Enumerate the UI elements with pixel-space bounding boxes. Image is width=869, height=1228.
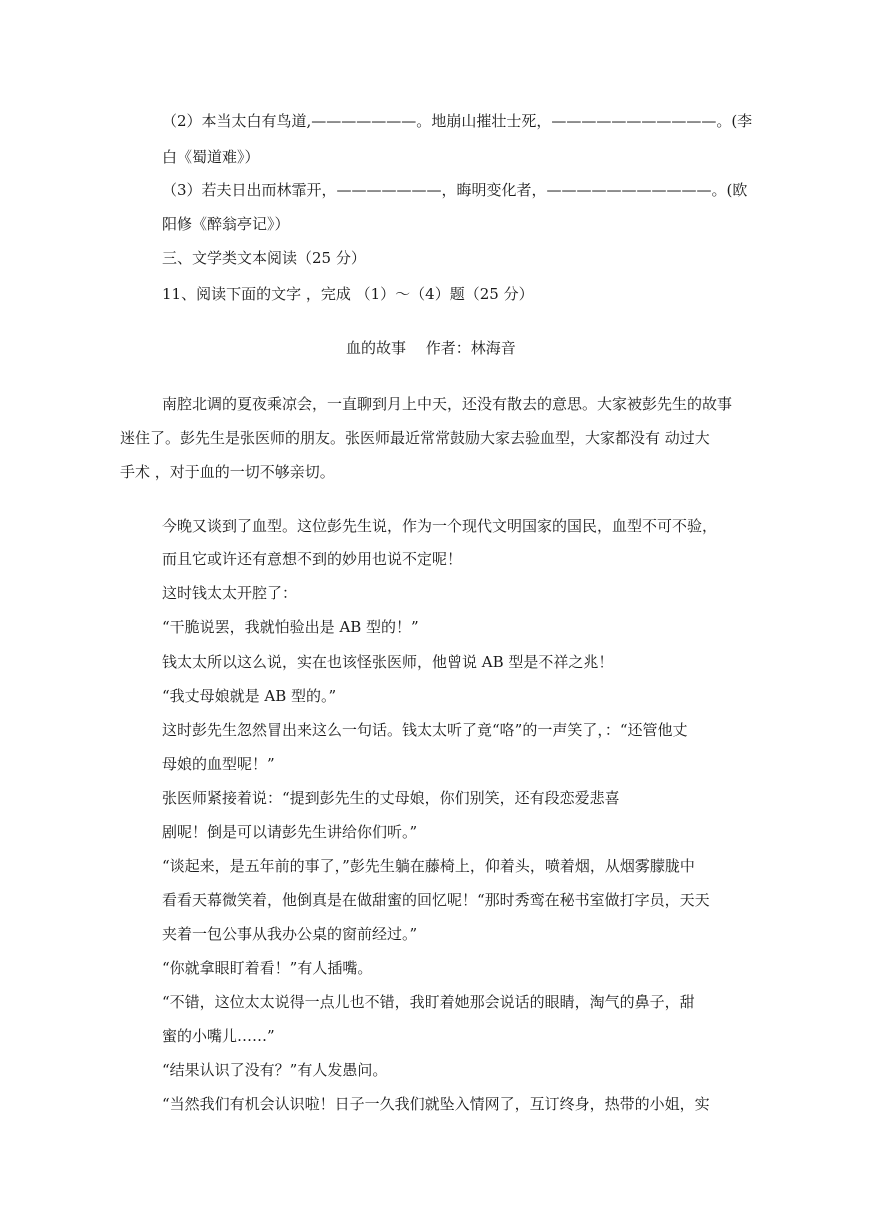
text-line: 张医师紧接着说：“提到彭先生的丈母娘，你们别笑，还有段恋爱悲喜 <box>162 789 620 807</box>
text-line: 今晚又谈到了血型。这位彭先生说，作为一个现代文明国家的国民，血型不可不验， <box>162 517 718 535</box>
text-line: “当然我们有机会认识啦！日子一久我们就坠入情网了，互订终身，热带的小姐，实 <box>162 1095 710 1113</box>
text-line: （3）若夫日出而林霏开，———————，晦明变化者，———————————。(欧 <box>162 181 748 199</box>
text-line: 白《蜀道难》） <box>162 148 260 166</box>
story-title: 血的故事 作者：林海音 <box>346 339 516 357</box>
text-line: 阳修《醉翁亭记》） <box>162 215 290 233</box>
text-line: 看看天幕微笑着，他倒真是在做甜蜜的回忆呢！“那时秀鸾在秘书室做打字员，天天 <box>162 891 710 909</box>
text-line: 这时钱太太开腔了： <box>162 584 298 602</box>
text-line: 夹着一包公事从我办公桌的窗前经过。” <box>162 925 418 943</box>
text-line: “你就拿眼盯着看！”有人插嘴。 <box>162 959 373 977</box>
text-line: 南腔北调的夏夜乘凉会，一直聊到月上中天，还没有散去的意思。大家被彭先生的故事 <box>162 395 733 413</box>
text-line: “我丈母娘就是 AB 型的。” <box>162 687 337 705</box>
text-line: “结果认识了没有？”有人发愚问。 <box>162 1061 388 1079</box>
section-heading: 三、文学类文本阅读（25 分） <box>162 249 366 267</box>
text-line: 这时彭先生忽然冒出来这么一句话。钱太太听了竟“咯”的一声笑了，：“还管他丈 <box>162 721 688 739</box>
text-line: 蜜的小嘴儿……” <box>162 1027 275 1045</box>
text-line: “谈起来，是五年前的事了，”彭先生躺在藤椅上，仰着头，喷着烟，从烟雾朦胧中 <box>162 857 695 875</box>
text-line: 而且它或许还有意想不到的妙用也说不定呢！ <box>162 550 463 568</box>
text-line: 钱太太所以这么说，实在也该怪张医师，他曾说 AB 型是不祥之兆！ <box>162 653 614 671</box>
question-prompt: 11、阅读下面的文字 ，完成 （1）～（4）题（25 分） <box>162 285 534 303</box>
text-line: “干脆说罢，我就怕验出是 AB 型的！” <box>162 618 419 636</box>
text-line: 剧呢！倒是可以请彭先生讲给你们听。” <box>162 823 418 841</box>
text-line: “不错，这位太太说得一点儿也不错，我盯着她那会说话的眼睛，淘气的鼻子，甜 <box>162 993 695 1011</box>
text-line: 迷住了。彭先生是张医师的朋友。张医师最近常常鼓励大家去验血型，大家都没有 动过大 <box>120 429 710 447</box>
text-line: 母娘的血型呢！” <box>162 755 275 773</box>
text-line: 手术 ，对于血的一切不够亲切。 <box>120 463 335 481</box>
text-line: （2）本当太白有鸟道,———————。地崩山摧壮士死，———————————。(李 <box>162 112 753 130</box>
